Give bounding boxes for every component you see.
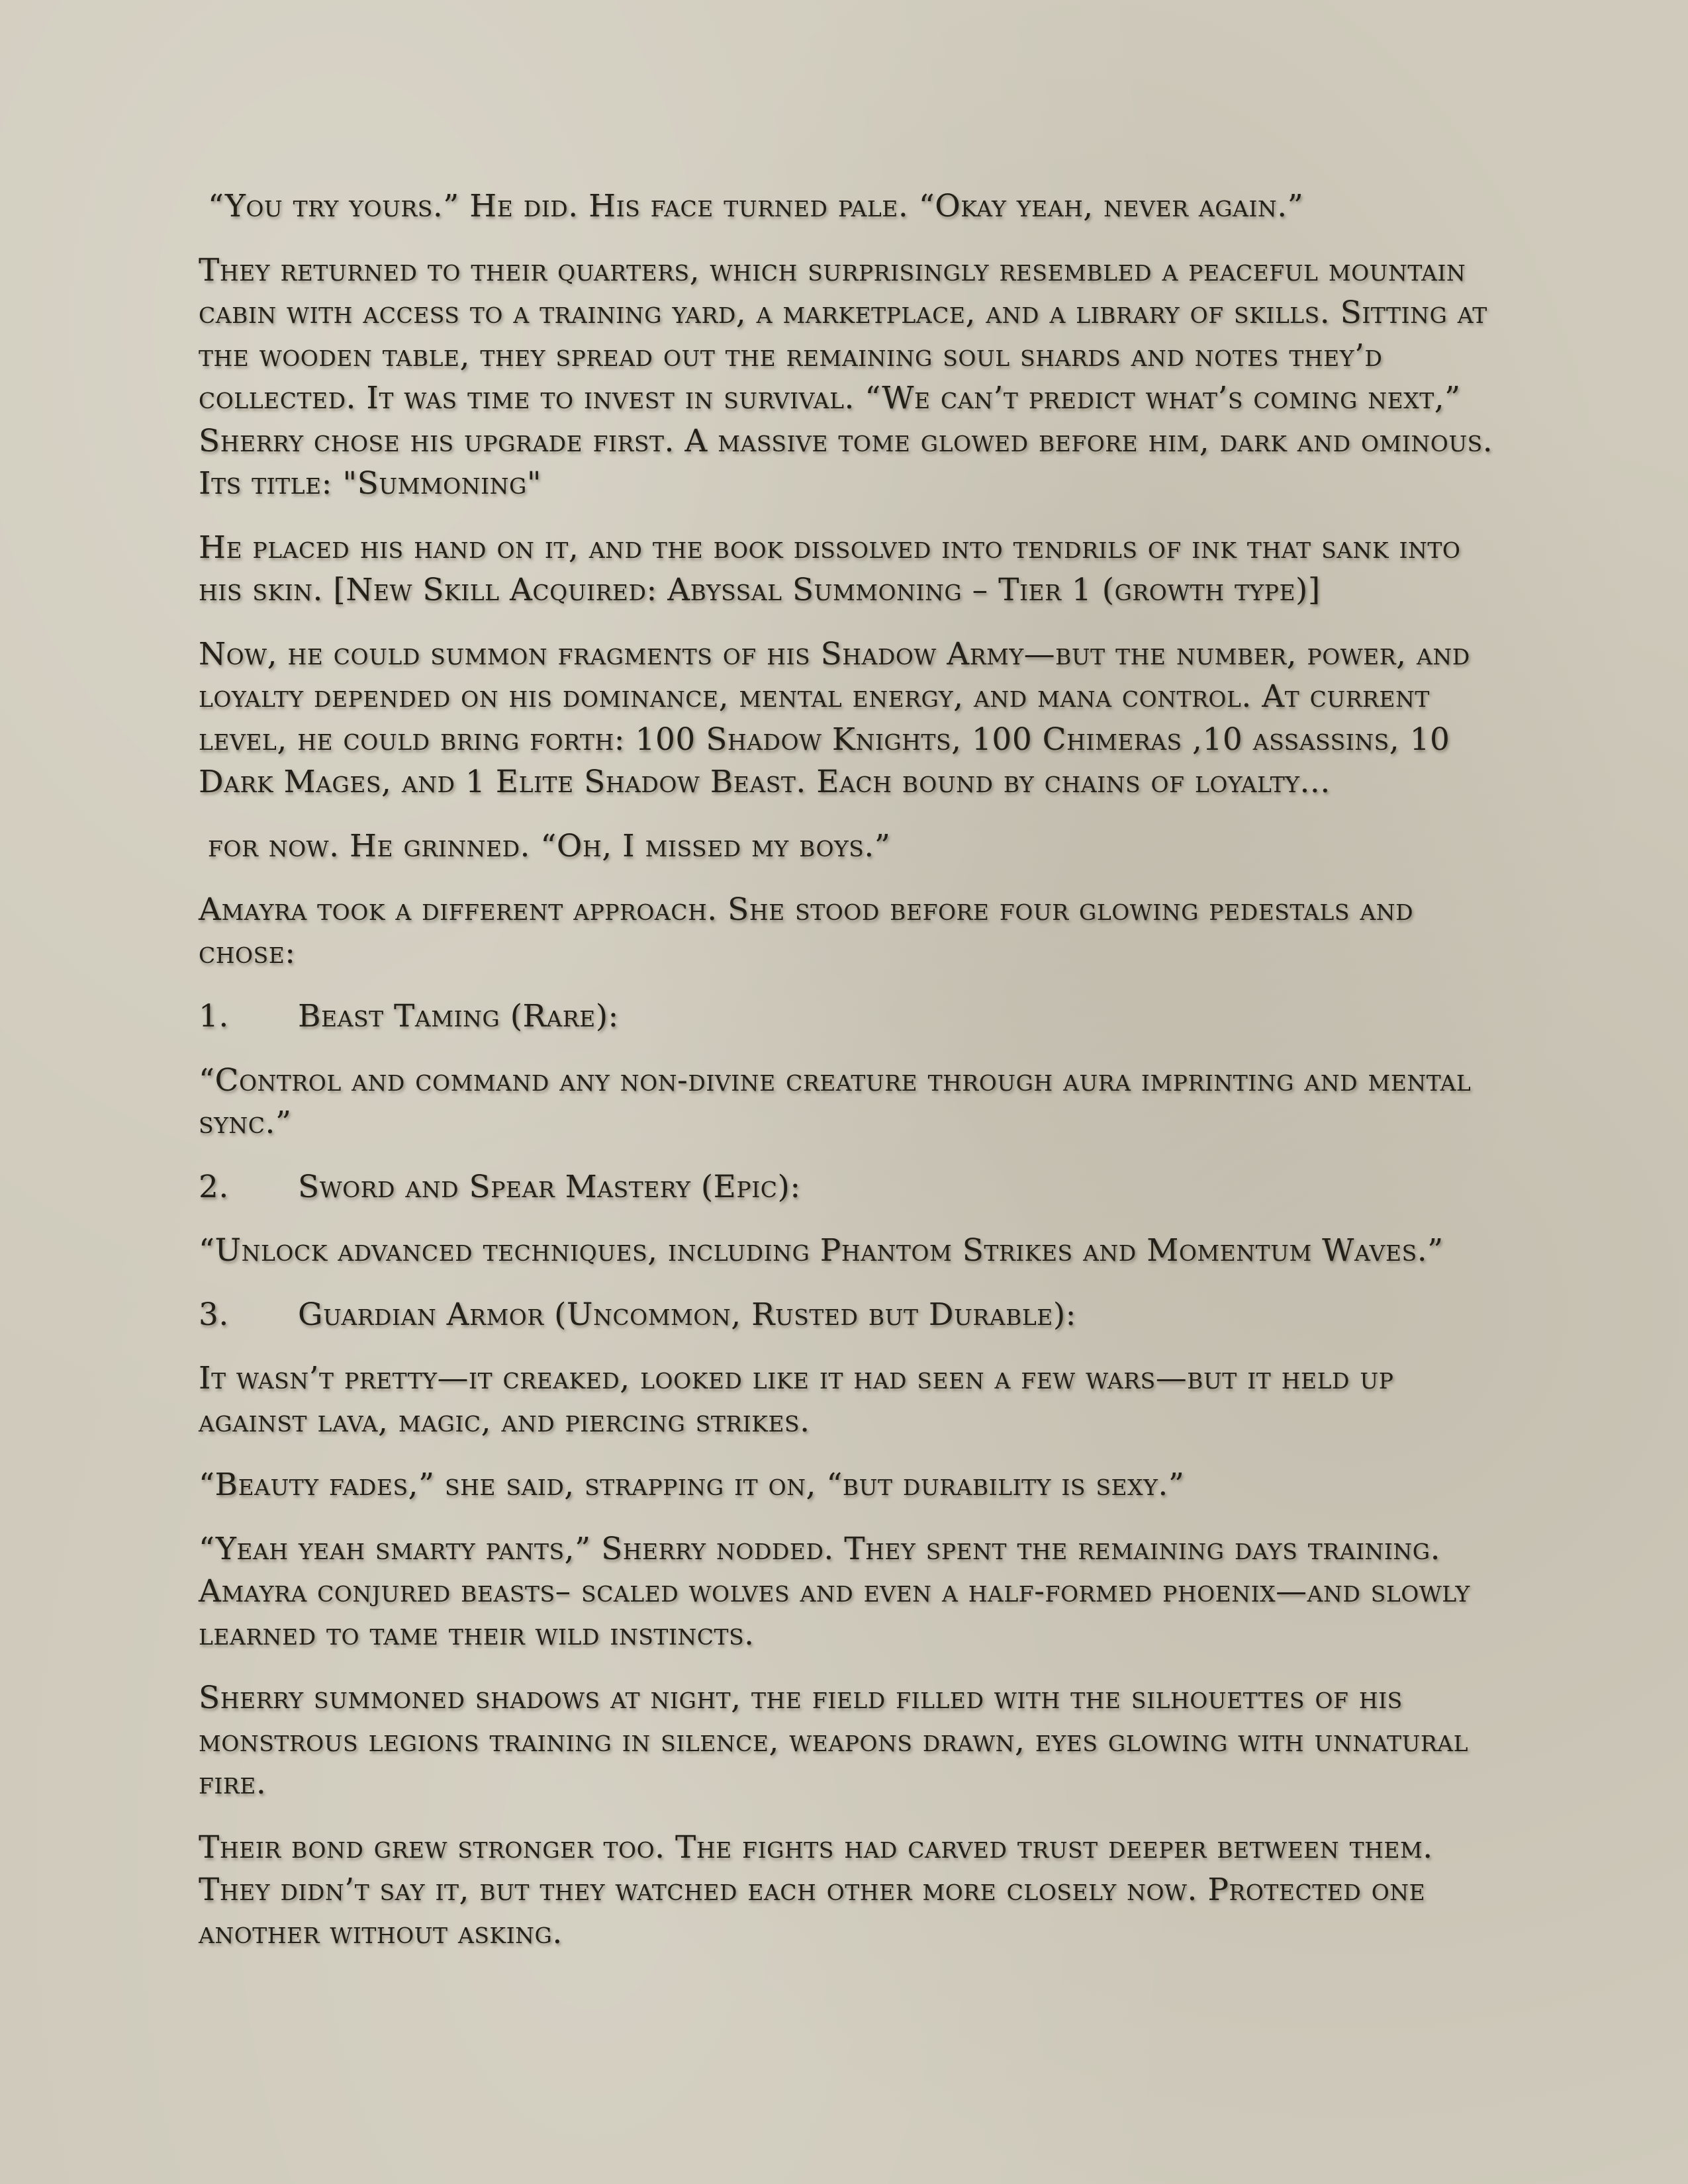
paragraph-13: Their bond grew stronger too. The fights had carved trust deeper between them. They didn’t say it, but they watched each other more closely now. Protected one another without asking.: [199, 1829, 1433, 1951]
list-text: Guardian Armor (Uncommon, Rusted but Durable):: [298, 1296, 1077, 1333]
paragraph-12: Sherry summoned shadows at night, the field filled with the silhouettes of his monstrous legions training in silence, weapons drawn, eyes glowing with unnatural fire.: [199, 1680, 1469, 1801]
paragraph-9: It wasn’t pretty—it creaked, looked like it had seen a few wars—but it held up against lava, magic, and piercing strikes.: [199, 1360, 1394, 1439]
list-item-3: [199, 1294, 1496, 1337]
document-body: [199, 185, 1496, 1976]
paragraph-7: “Control and command any non-divine creature through aura imprinting and mental sync.”: [199, 1062, 1472, 1141]
paragraph-10: “Beauty fades,” she said, strapping it on, “but durability is sexy.”: [199, 1467, 1185, 1503]
list-number: 1.: [199, 998, 229, 1034]
paragraph-4: Now, he could summon fragments of his Shadow Army—but the number, power, and loyalty depended on his dominance, mental energy, and mana control. At current level, he could bring forth: 100 Shadow Knights, 100 Chimeras ,10 assassins, 10 Dark Mages, and 1 Elite Shadow Beast. Each bound by chains of loyalty...: [199, 635, 1470, 800]
paragraph-6: Amayra took a different approach. She stood before four glowing pedestals and chose:: [199, 891, 1414, 971]
list-item-2: [199, 1166, 1496, 1209]
paragraph-2: They returned to their quarters, which surprisingly resembled a peaceful mountain cabin with access to a training yard, a marketplace, and a library of skills. Sitting at the wooden table, they spread out the remaining soul shards and notes they’d collected. It was time to invest in survival. “We can’t predict what’s coming next,” Sherry chose his upgrade first. A massive tome glowed before him, dark and ominous. Its title: "Summoning": [199, 251, 1493, 502]
paragraph-5: for now. He grinned. “Oh, I missed my boys.”: [208, 827, 891, 864]
list-text: Beast Taming (Rare):: [298, 998, 619, 1034]
list-number: 2.: [199, 1168, 229, 1205]
list-number: 3.: [199, 1296, 229, 1333]
paragraph-11: “Yeah yeah smarty pants,” Sherry nodded. They spent the remaining days training. Amayra conjured beasts– scaled wolves and even a half-formed phoenix—and slowly learned to tame their wild instincts.: [199, 1530, 1470, 1653]
paragraph-8: “Unlock advanced techniques, including Phantom Strikes and Momentum Waves.”: [199, 1232, 1444, 1269]
paragraph-3: He placed his hand on it, and the book dissolved into tendrils of ink that sank into his skin. [New Skill Acquired: Abyssal Summoning – Tier 1 (growth type)]: [199, 529, 1461, 608]
list-text: Sword and Spear Mastery (Epic):: [298, 1168, 801, 1205]
list-item-1: [199, 995, 1496, 1038]
paragraph-1: “You try yours.” He did. His face turned pale. “Okay yeah, never again.”: [208, 188, 1304, 224]
